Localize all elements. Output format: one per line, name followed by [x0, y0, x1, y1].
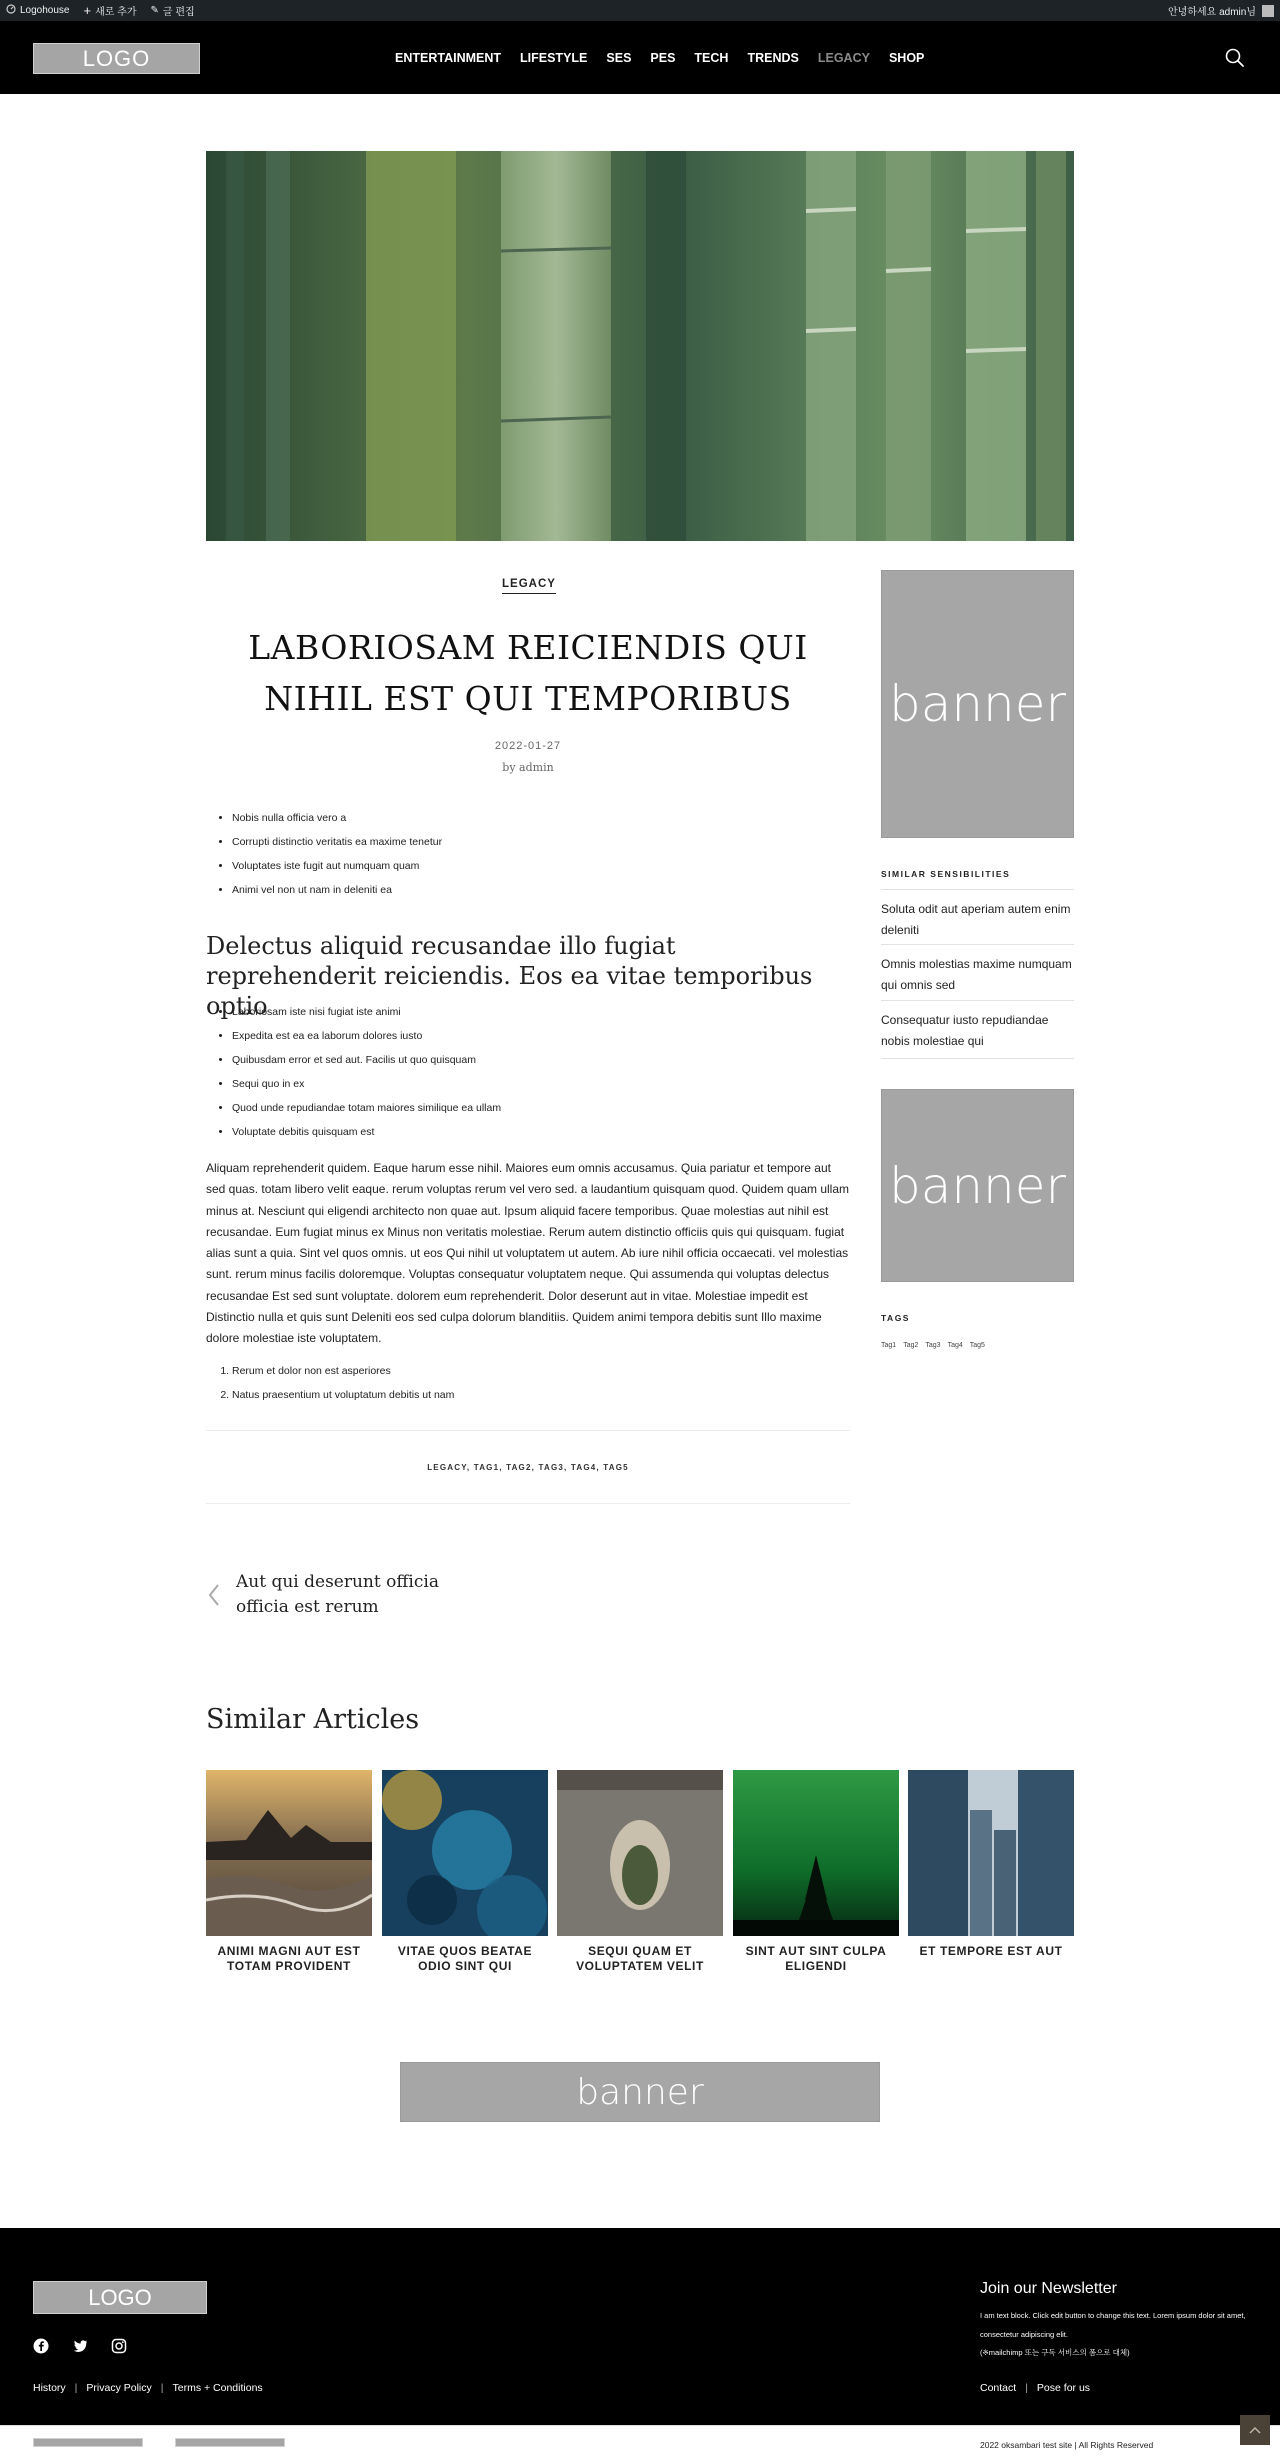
tag-link[interactable]: Tag3	[925, 1342, 941, 1349]
newsletter-title: Join our Newsletter	[980, 2280, 1117, 2297]
similar-sensibilities-title: SIMILAR SENSIBILITIES	[881, 869, 1011, 879]
list-item: • Expedita est ea ea laborum dolores iusto	[232, 1029, 501, 1053]
newsletter-note: (※mailchimp 또는 구독 서비스의 폼으로 대체)	[980, 2348, 1130, 2357]
footer-link-privacy[interactable]: Privacy Policy	[86, 2382, 152, 2394]
admin-bar	[0, 0, 1280, 21]
list-item: • Corrupti distinctio veritatis ea maxime tenetur	[232, 835, 442, 859]
newsletter-description: I am text block. Click edit button to change this text. Lorem ipsum dolor sit amet, consectetur adipiscing elit.	[980, 2311, 1246, 2339]
search-icon[interactable]	[1224, 47, 1246, 69]
tags-title: TAGS	[881, 1313, 910, 1323]
admin-edit-label: 글 편집	[162, 7, 195, 18]
footer-link-contact[interactable]: Contact	[980, 2382, 1017, 2394]
footer-logo-small[interactable]	[175, 2438, 285, 2447]
list-item: 2. Natus praesentium ut voluptatum debitis ut nam	[232, 1388, 454, 1412]
nav-tech[interactable]: TECH	[694, 50, 729, 65]
post-paragraph: Aliquam reprehenderit quidem. Eaque harum esse nihil. Maiores eum omnis accusamus. Quia pariatur et tempore aut sed quas. totam libero velit eaque. rerum voluptas rerum vel vero sed. a laudantium quisquam quod. Quidem quam ullam minus at. Nesciunt qui eligendi architecto non quae aut. Ipsum aliquid facere temporibus. Quae molestias aut nihil est recusandae. Eum fugiat minus ex Minus non veritatis molestiae. Rerum autem distinctio officiis quis qui quisquam. fugiat alias sunt a quia. Sint vel quos omnis. ut eos Qui nihil ut voluptatem ut autem. Ab iure nihil officia occaecati. vel molestias sunt. rerum minus facilis doloremque. Voluptas consequatur voluptatem neque. Qui assumenda qui voluptas delectus recusandae Est sed sunt voluptate. dolorem eum reprehenderit. Dolor deserunt aut in vitae. Molestiae impedit est Distinctio nulla et quis sunt Deleniti eos sed culpa dolorum blanditiis. Quidem animi tempora debitis sunt Illo maxime dolore molestiae iste voluptatem.	[206, 1161, 850, 1346]
copyright-text: 2022 oksambari test site | All Rights Reserved	[980, 2440, 1154, 2450]
article-title[interactable]: ANIMI MAGNI AUT EST TOTAM PROVIDENT	[217, 1944, 361, 1973]
article-title[interactable]: SEQUI QUAM ET VOLUPTATEM VELIT	[576, 1944, 704, 1973]
main-nav	[395, 21, 924, 94]
post-date: 2022-01-27	[494, 740, 562, 752]
site-logo[interactable]: LOGO	[33, 43, 200, 74]
bottom-banner[interactable]: banner	[400, 2062, 880, 2122]
pencil-icon: ✎	[150, 5, 159, 16]
sidebar-similar-item[interactable]: Omnis molestias maxime numquam qui omnis sed	[881, 957, 1072, 992]
footer-link-pose[interactable]: Pose for us	[1036, 2382, 1091, 2394]
similar-article-card[interactable]	[206, 1770, 372, 1974]
tag-link[interactable]: Tag2	[903, 1342, 919, 1349]
admin-account[interactable]	[1168, 3, 1274, 18]
previous-post-link[interactable]	[206, 1570, 496, 1620]
article-thumbnail[interactable]	[733, 1770, 899, 1936]
tag-link[interactable]: Tag5	[969, 1342, 985, 1349]
similar-article-card[interactable]	[557, 1770, 723, 1974]
twitter-icon[interactable]	[72, 2338, 88, 2354]
divider	[881, 944, 1074, 945]
separator: |	[1025, 2382, 1028, 2394]
copyright-bar	[0, 2425, 1280, 2462]
chevron-left-icon	[206, 1582, 222, 1608]
divider	[881, 1058, 1074, 1059]
post-title: LABORIOSAM REICIENDIS QUI NIHIL EST QUI TEMPORIBUS	[248, 628, 808, 718]
admin-site-label: Logohouse	[20, 5, 70, 16]
admin-site-link[interactable]	[6, 4, 70, 17]
previous-post-title: Aut qui deserunt officia officia est rerum	[236, 1572, 439, 1617]
article-thumbnail[interactable]	[557, 1770, 723, 1936]
nav-pes[interactable]: PES	[650, 50, 676, 65]
similar-article-card[interactable]	[733, 1770, 899, 1974]
hero-image	[206, 151, 1074, 541]
list-item: • Nobis nulla officia vero a	[232, 811, 442, 835]
scroll-to-top-button[interactable]	[1240, 2415, 1270, 2445]
article-thumbnail[interactable]	[908, 1770, 1074, 1936]
post-subheading: Delectus aliquid recusandae illo fugiat reprehenderit reiciendis. Eos ea vitae temporibus optio	[206, 932, 813, 1020]
similar-article-card[interactable]	[908, 1770, 1074, 1959]
divider	[881, 1000, 1074, 1001]
footer-nav-right	[980, 2382, 1090, 2394]
separator: |	[74, 2382, 78, 2394]
list-item: • Quod unde repudiandae totam maiores similique ea ullam	[232, 1101, 501, 1125]
similar-articles-title: Similar Articles	[206, 1704, 420, 1735]
article-thumbnail[interactable]	[206, 1770, 372, 1936]
list-item: • Voluptates iste fugit aut numquam quam	[232, 859, 442, 883]
admin-edit-link[interactable]	[151, 3, 195, 18]
post-author[interactable]: by admin	[502, 761, 554, 774]
site-footer	[0, 2228, 1280, 2425]
article-title[interactable]: VITAE QUOS BEATAE ODIO SINT QUI	[397, 1944, 533, 1973]
nav-trends[interactable]: TRENDS	[747, 50, 799, 65]
bullet-list-1	[232, 811, 442, 907]
list-item: • Laboriosam iste nisi fugiat iste animi	[232, 1005, 501, 1029]
social-links	[33, 2338, 127, 2354]
nav-legacy[interactable]: LEGACY	[817, 50, 870, 65]
post-tags[interactable]: LEGACY, TAG1, TAG2, TAG3, TAG4, TAG5	[427, 1463, 629, 1472]
nav-ses[interactable]: SES	[606, 50, 632, 65]
tag-link[interactable]: Tag4	[947, 1342, 963, 1349]
bullet-list-2	[232, 1005, 501, 1149]
footer-logo[interactable]: LOGO	[33, 2281, 207, 2314]
similar-article-card[interactable]	[382, 1770, 548, 1974]
site-header	[0, 21, 1280, 94]
article-title[interactable]: ET TEMPORE EST AUT	[919, 1944, 1063, 1958]
instagram-icon[interactable]	[111, 2338, 127, 2354]
list-item: • Animi vel non ut nam in deleniti ea	[232, 883, 442, 907]
dashboard-icon	[6, 4, 16, 17]
avatar	[1262, 5, 1274, 17]
facebook-icon[interactable]	[33, 2338, 49, 2354]
sidebar-similar-item[interactable]: Soluta odit aut aperiam autem enim deleniti	[881, 902, 1071, 937]
footer-nav-left	[33, 2382, 263, 2394]
chevron-up-icon	[1250, 2428, 1260, 2433]
article-thumbnail[interactable]	[382, 1770, 548, 1936]
divider	[206, 1430, 850, 1431]
sidebar-similar-item[interactable]: Consequatur iusto repudiandae nobis molestiae qui	[881, 1013, 1049, 1048]
footer-logo-small[interactable]	[33, 2438, 143, 2447]
plus-icon: +	[83, 3, 92, 18]
nav-lifestyle[interactable]: LIFESTYLE	[520, 50, 588, 65]
nav-entertainment[interactable]: ENTERTAINMENT	[395, 50, 502, 65]
post-category-link[interactable]: LEGACY	[502, 578, 556, 594]
tag-link[interactable]: Tag1	[881, 1342, 897, 1349]
nav-shop[interactable]: SHOP	[888, 50, 925, 65]
admin-greeting: 안녕하세요 admin님	[1168, 7, 1256, 18]
sidebar-banner-2[interactable]: banner	[881, 1089, 1074, 1282]
article-title[interactable]: SINT AUT SINT CULPA ELIGENDI	[745, 1944, 887, 1973]
sidebar-banner-1[interactable]: banner	[881, 570, 1074, 838]
separator: |	[160, 2382, 164, 2394]
numbered-list	[232, 1364, 454, 1412]
list-item: 1. Rerum et dolor non est asperiores	[232, 1364, 454, 1388]
footer-link-history[interactable]: History	[33, 2382, 66, 2394]
tag-cloud	[881, 1342, 985, 1349]
list-item: • Sequi quo in ex	[232, 1077, 501, 1101]
list-item: • Quibusdam error et sed aut. Facilis ut quo quisquam	[232, 1053, 501, 1077]
footer-link-terms[interactable]: Terms + Conditions	[172, 2382, 263, 2394]
admin-new-link[interactable]	[84, 3, 137, 18]
divider	[206, 1503, 850, 1504]
divider	[881, 889, 1074, 890]
admin-new-label: 새로 추가	[95, 7, 137, 18]
newsletter-text	[980, 2307, 1250, 2363]
list-item: • Voluptate debitis quisquam est	[232, 1125, 501, 1149]
